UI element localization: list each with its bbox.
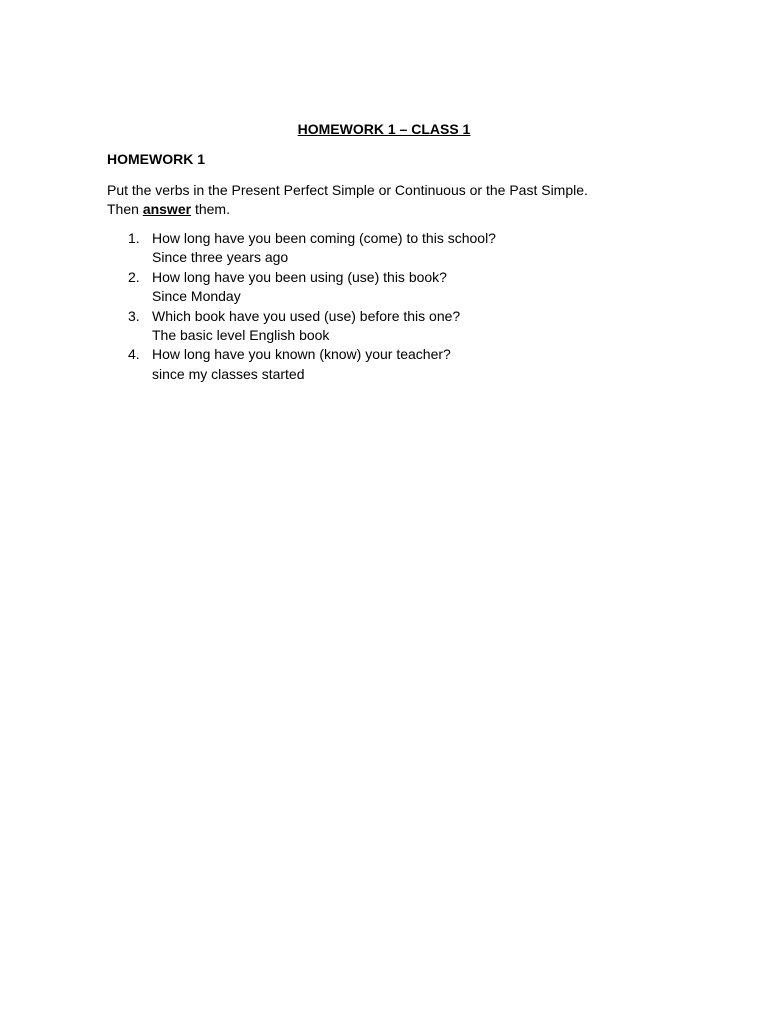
document-title: HOMEWORK 1 – CLASS 1 [297,121,471,137]
question-item [107,268,667,307]
instructions [107,181,667,219]
question-item [107,229,667,268]
instructions-emphasis: answer [142,201,192,217]
question-answer: Since three years ago [152,249,289,266]
question-item [107,345,667,384]
question-number: 4. [128,346,140,363]
question-text: How long have you been using (use) this book? [152,268,447,285]
question-text: How long have you known (know) your teacher? [152,346,451,363]
question-answer: Since Monday [152,288,241,305]
instructions-line-2-end: them. [191,201,230,217]
instructions-line-2 [107,200,667,219]
question-number: 2. [128,268,140,285]
question-list [107,229,667,384]
question-answer: The basic level English book [152,327,330,344]
question-answer: since my classes started [152,365,305,382]
question-item [107,307,667,346]
question-text: Which book have you used (use) before this one? [152,307,461,324]
question-number: 1. [128,230,140,246]
instructions-line-1: Put the verbs in the Present Perfect Simple or Continuous or the Past Simple. [107,182,588,198]
question-text: How long have you been coming (come) to this school? [152,230,496,246]
instructions-line-2-start: Then [107,201,143,217]
question-number: 3. [128,307,140,324]
section-heading: HOMEWORK 1 [107,151,205,167]
